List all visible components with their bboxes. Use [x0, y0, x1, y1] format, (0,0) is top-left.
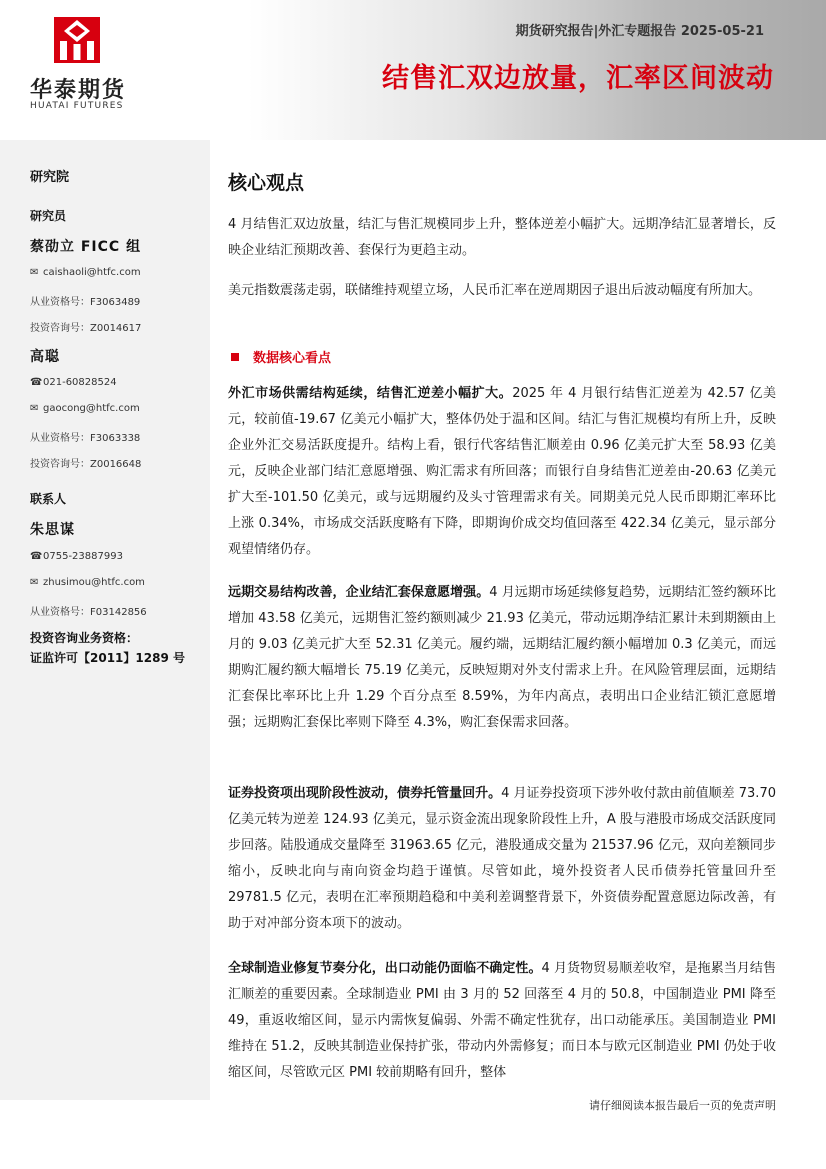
- institute-label: 研究院: [30, 170, 70, 185]
- paragraph-lead: 证券投资项出现阶段性波动，债券托管量回升。: [228, 786, 502, 801]
- body-paragraph: [228, 956, 776, 1086]
- analyst-email[interactable]: ✉ gaocong@htfc.com: [30, 403, 140, 414]
- paragraph-body: 4 月远期市场延续修复趋势，远期结汇签约额环比增加 43.58 亿美元，远期售汇签约额则减少 21.93 亿美元，带动远期净结汇累计未到期额由上月的 9.03 亿美元扩大至 52.31 亿美元。履约端，远期结汇履约额小幅增加 0.3 亿美元，而远期购汇履约额大幅增长 75.19 亿美元，反映短期对外支付需求上升。在风险管理层面，远期结汇套保比率环比上升 1.29 个百分点至 8.59%，为年内高点，表明出口企业结汇锁汇意愿增强；远期购汇套保比率则下降至 4.3%，购汇套保需求回落。: [228, 585, 776, 730]
- contact-phone: ☎0755-23887993: [30, 551, 123, 562]
- analyst-sidebar: [0, 140, 210, 1100]
- analyst-name: 高聪: [30, 349, 60, 365]
- email-icon: ✉: [30, 403, 39, 414]
- logo-text-cn: 华泰期货: [30, 78, 127, 103]
- paragraph-body: 4 月证券投资项下涉外收付款由前值顺差 73.70 亿美元转为逆差 124.93 亿美元，显示资金流出现象阶段性上升，A 股与港股市场成交活跃度同步回落。陆股通成交量降至 31963.65 亿元，港股通成交量为 21537.96 亿元，双向差额同步缩小，反映北向与南向资金均趋于谨慎。尽管如此，境外投资者人民币债券托管量回升至 29781.5 亿元，表明在汇率预期趋稳和中美利差调整背景下，外资债券配置意愿边际改善，有助于对冲部分资本项下的波动。: [228, 786, 776, 931]
- paragraph-body: 4 月货物贸易顺差收窄，是拖累当月结售汇顺差的重要因素。全球制造业 PMI 由 3 月的 52 回落至 4 月的 50.8，中国制造业 PMI 降至 49，重返收缩区间，显示内需恢复偏弱、外需不确定性犹存，出口动能承压。美国制造业 PMI 维持在 51.2，反映其制造业保持扩张，带动内外需修复；而日本与欧元区制造业 PMI 仍处于收缩区间，尽管欧元区 PMI 较前期略有回升，整体: [228, 961, 776, 1080]
- paragraph-lead: 远期交易结构改善，企业结汇套保意愿增强。: [228, 585, 490, 600]
- report-title: 结售汇双边放量，汇率区间波动: [382, 63, 774, 94]
- analyst-advisor: 投资咨询号：Z0014617: [30, 323, 142, 334]
- body-paragraph: [228, 781, 776, 937]
- paragraph-lead: 全球制造业修复节奏分化，出口动能仍面临不确定性。: [228, 961, 542, 976]
- phone-icon: ☎: [30, 377, 43, 388]
- analyst-advisor: 投资咨询号：Z0016648: [30, 459, 142, 470]
- analyst-email[interactable]: ✉ caishaoli@htfc.com: [30, 267, 141, 278]
- analyst-name: 蔡劭立 FICC 组: [30, 239, 142, 255]
- huatai-logo-icon: [54, 17, 100, 63]
- report-header: [0, 0, 826, 140]
- analyst-phone: ☎021-60828524: [30, 377, 117, 388]
- license-number: 证监许可【2011】1289 号: [30, 651, 185, 665]
- contact-label: 联系人: [30, 492, 67, 506]
- email-icon: ✉: [30, 577, 39, 588]
- body-paragraph: [228, 381, 776, 563]
- paragraph-lead: 外汇市场供需结构延续，结售汇逆差小幅扩大。: [228, 386, 513, 401]
- paragraph-body: 2025 年 4 月银行结售汇逆差为 42.57 亿美元，较前值-19.67 亿美元小幅扩大，整体仍处于温和区间。结汇与售汇规模均有所上升，反映企业外汇交易活跃度提升。结构上看，银行代客结售汇顺差由 0.96 亿美元扩大至 58.93 亿美元，反映企业部门结汇意愿增强、购汇需求有所回落；而银行自身结售汇逆差由-20.63 亿美元扩大至-101.50 亿美元，或与远期履约及头寸管理需求有关。同期美元兑人民币即期汇率环比上涨 0.34%，市场成交活跃度略有下降，即期询价成交均值回落至 422.34 亿美元，显示部分观望情绪仍存。: [228, 386, 776, 557]
- phone-icon: ☎: [30, 551, 43, 562]
- body-paragraph: [228, 580, 776, 736]
- section-title: 核心观点: [228, 172, 305, 194]
- logo-text-en: HUATAI FUTURES: [30, 101, 124, 111]
- analyst-cert: 从业资格号：F3063489: [30, 297, 141, 308]
- intro-paragraph: 4 月结售汇双边放量，结汇与售汇规模同步上升，整体逆差小幅扩大。远期净结汇显著增长，反映企业结汇预期改善、套保行为更趋主动。: [228, 217, 776, 258]
- subsection-heading: 数据核心看点: [231, 347, 331, 366]
- researcher-label: 研究员: [30, 209, 67, 223]
- analyst-cert: 从业资格号：F3063338: [30, 433, 141, 444]
- report-meta: 期货研究报告|外汇专题报告 2025-05-21: [515, 24, 764, 39]
- contact-name: 朱思谋: [30, 522, 75, 538]
- intro-paragraph: 美元指数震荡走弱，联储维持观望立场，人民币汇率在逆周期因子退出后波动幅度有所加大。: [228, 283, 762, 298]
- contact-cert: 从业资格号：F03142856: [30, 607, 147, 618]
- contact-email[interactable]: ✉ zhusimou@htfc.com: [30, 577, 145, 588]
- bullet-square-icon: [231, 353, 239, 361]
- email-icon: ✉: [30, 267, 39, 278]
- license-label: 投资咨询业务资格：: [30, 631, 139, 645]
- disclaimer-footer: 请仔细阅读本报告最后一页的免责声明: [589, 1099, 776, 1112]
